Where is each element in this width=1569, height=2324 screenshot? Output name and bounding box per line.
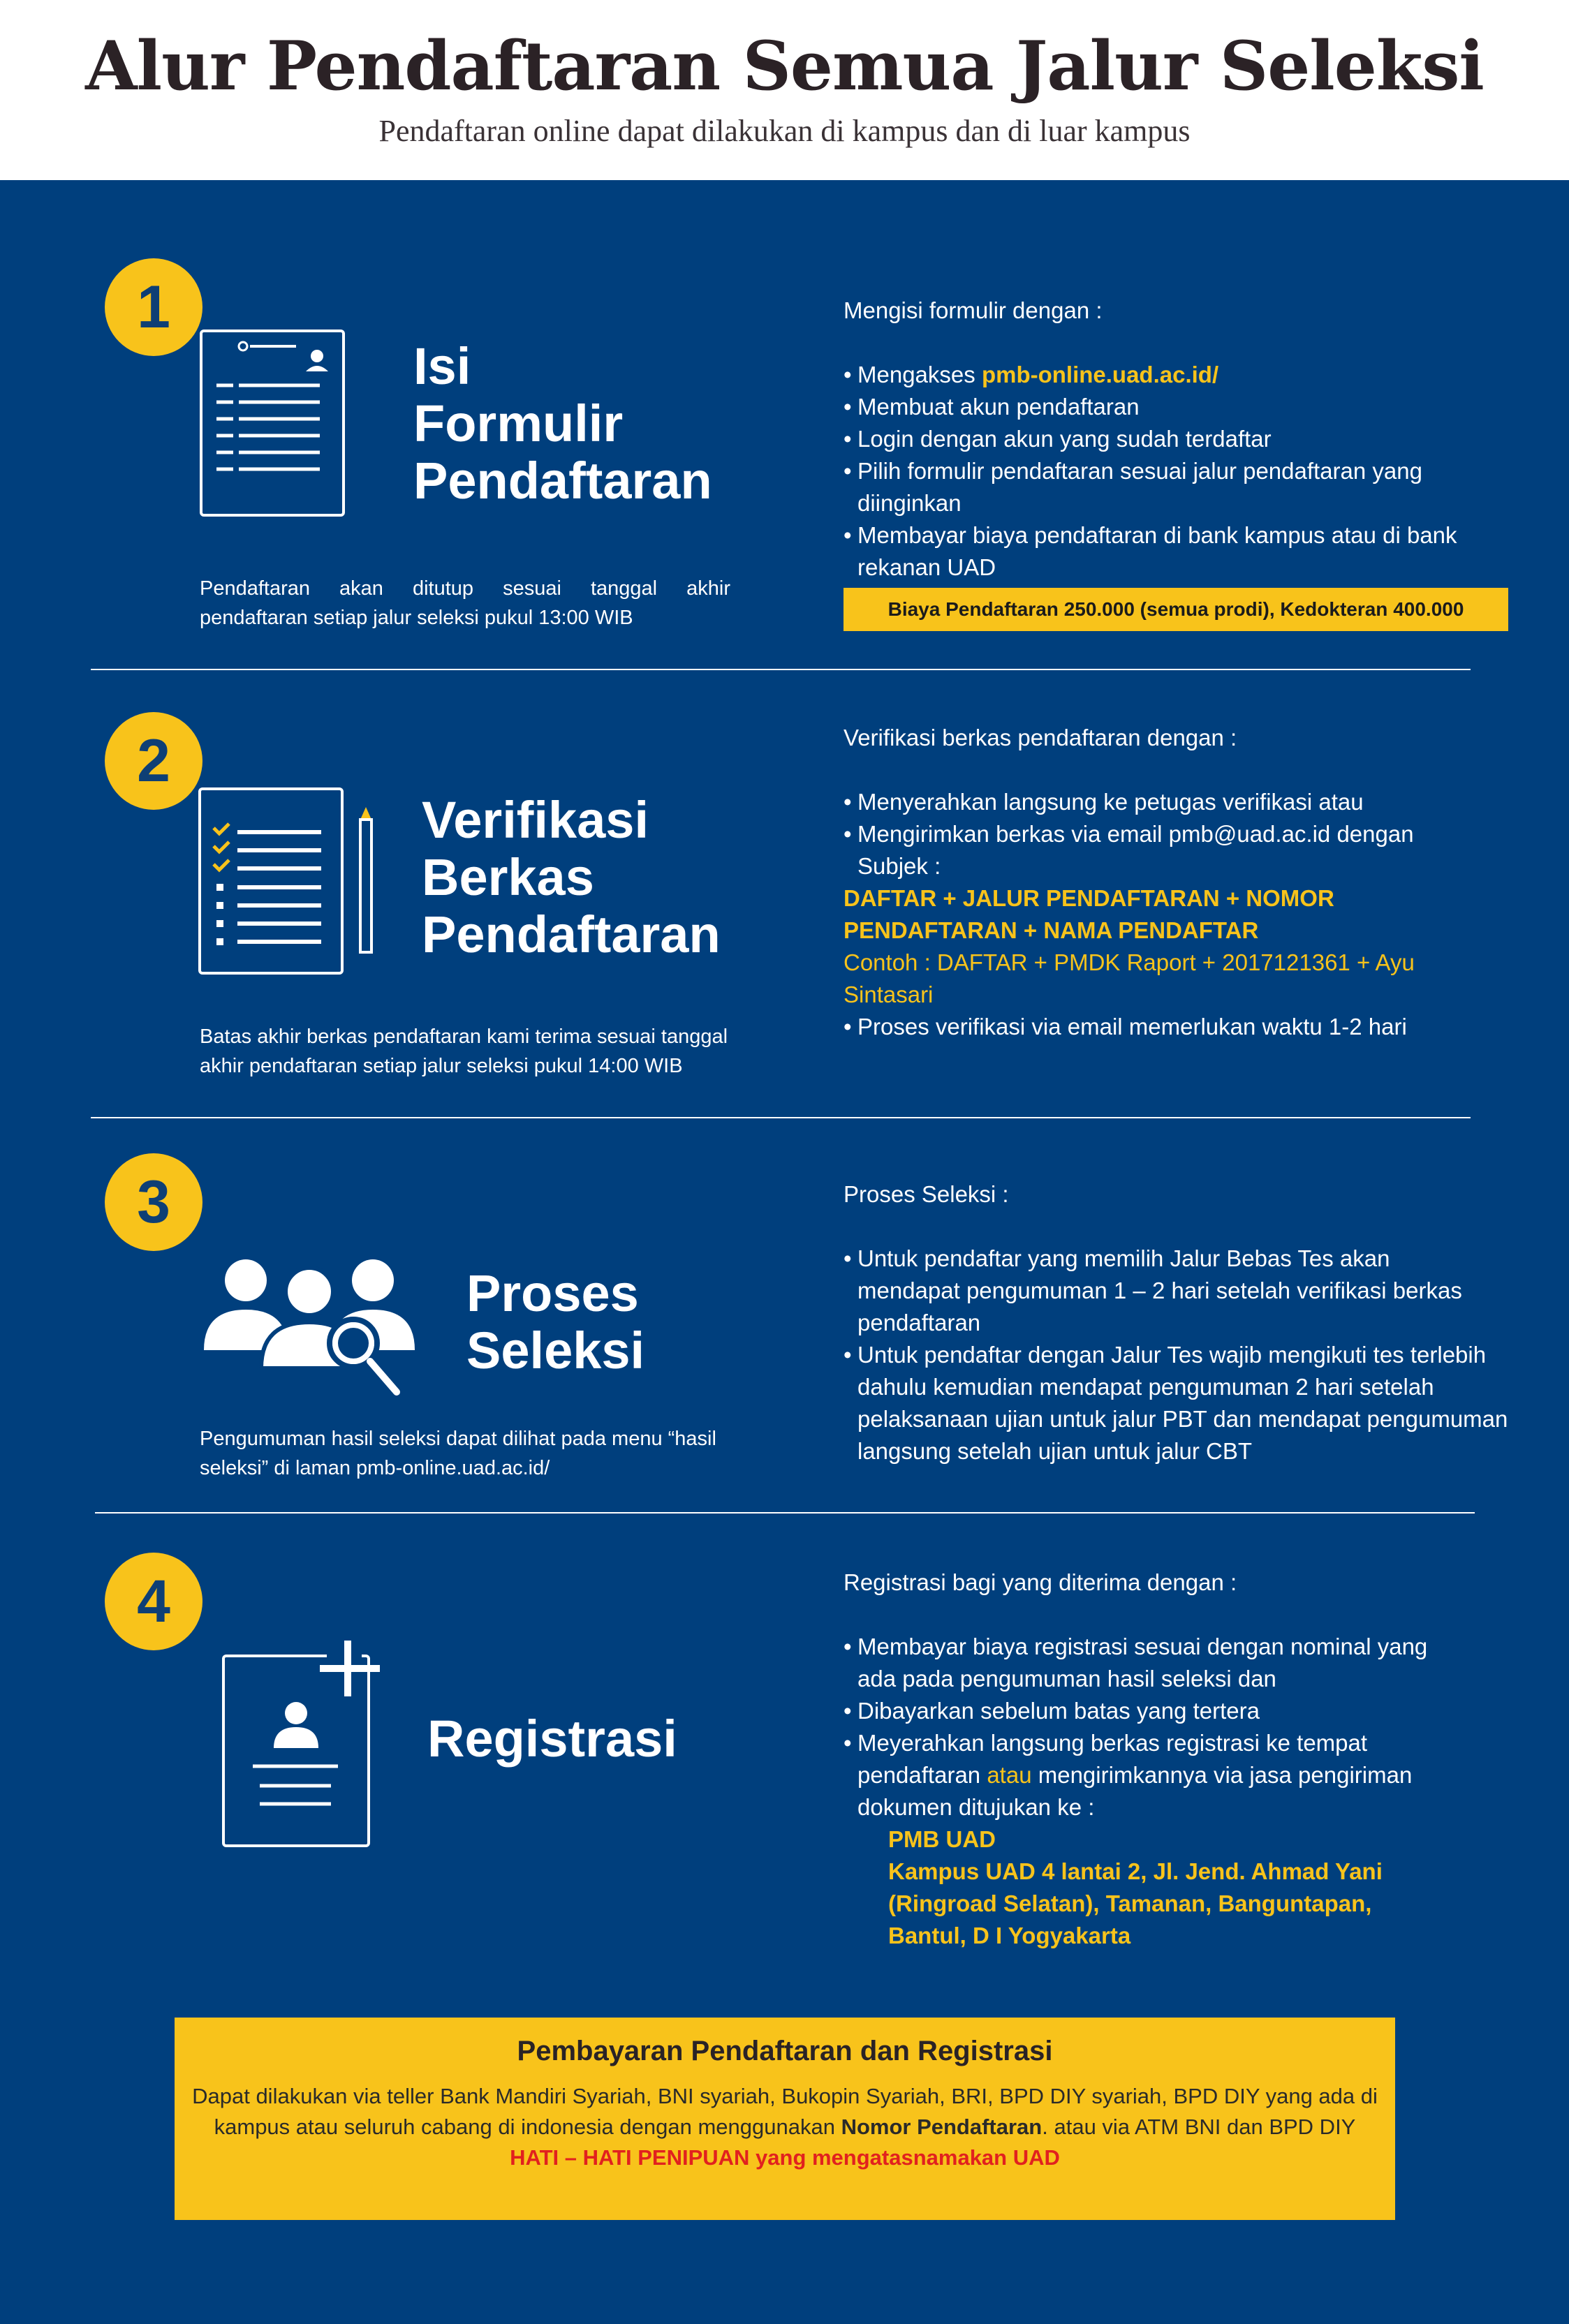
step-2-details <box>844 722 1514 1043</box>
step-2-title-line: Verifikasi <box>422 791 649 849</box>
step-4-lead: Registrasi bagi yang diterima dengan : <box>844 1569 1237 1595</box>
step-3-number: 3 <box>105 1153 202 1251</box>
divider <box>91 1117 1471 1118</box>
header <box>0 0 1569 180</box>
payment-box <box>175 2018 1395 2220</box>
email-subject-format: DAFTAR + JALUR PENDAFTARAN + NOMOR PENDAFTARAN + NAMA PENDAFTAR <box>844 885 1334 943</box>
page-subtitle: Pendaftaran online dapat dilakukan di kampus dan di luar kampus <box>378 114 1191 148</box>
step-4-details <box>844 1567 1514 1952</box>
email-subject-example: Contoh : DAFTAR + PMDK Raport + 2017121361 + Ayu Sintasari <box>844 949 1415 1007</box>
step-2-title-line: Pendaftaran <box>422 905 721 963</box>
step-3-title <box>466 1265 644 1379</box>
address-line: Kampus UAD 4 lantai 2, Jl. Jend. Ahmad Yani (Ringroad Selatan), Tamanan, Banguntapan, Bantul, D I Yogyakarta <box>888 1858 1383 1948</box>
list-item-text: Meyerahkan langsung berkas registrasi ke tempat pendaftaran <box>857 1730 1368 1788</box>
step-2-list <box>844 786 1514 882</box>
step-2-note <box>200 1022 800 1081</box>
step-2-number: 2 <box>105 712 202 810</box>
step-2-note-line: akhir pendaftaran setiap jalur seleksi pukul 14:00 WIB <box>200 1055 683 1077</box>
list-item: • Membuat akun pendaftaran <box>844 391 1514 423</box>
pmb-online-link[interactable]: pmb-online.uad.ac.id/ <box>981 362 1219 387</box>
list-item-text: mengirimkannya via jasa pengiriman dokumen ditujukan ke : <box>857 1762 1413 1820</box>
step-2-note-line: Batas akhir berkas pendaftaran kami terima sesuai tanggal <box>200 1026 728 1048</box>
step-3-note-line: Pengumuman hasil seleksi dapat dilihat pada menu “hasil <box>200 1428 716 1450</box>
fraud-warning: HATI – HATI PENIPUAN yang mengatasnamakan UAD <box>510 2145 1060 2170</box>
fee-badge: Biaya Pendaftaran 250.000 (semua prodi), Kedokteran 400.000 <box>844 588 1508 631</box>
list-item: • Membayar biaya pendaftaran di bank kampus atau di bank rekanan UAD <box>844 519 1514 584</box>
step-3-note-line: seleksi” di laman pmb-online.uad.ac.id/ <box>200 1457 550 1479</box>
payment-text <box>189 2081 1381 2142</box>
list-item: • Proses verifikasi via email memerlukan waktu 1-2 hari <box>844 1011 1514 1043</box>
step-1-lead: Mengisi formulir dengan : <box>844 297 1103 323</box>
step-1-title-line: Pendaftaran <box>413 452 712 510</box>
step-3-lead: Proses Seleksi : <box>844 1181 1009 1207</box>
step-1-details <box>844 295 1514 584</box>
step-4-number: 4 <box>105 1553 202 1650</box>
step-2-title-line: Berkas <box>422 848 594 906</box>
step-1-title-line: Isi <box>413 337 471 395</box>
list-item <box>844 1727 1444 1823</box>
payment-title: Pembayaran Pendaftaran dan Registrasi <box>517 2036 1053 2066</box>
step-3-title-line: Proses <box>466 1264 639 1322</box>
people-search-icon <box>201 1255 418 1402</box>
registration-icon <box>222 1641 384 1850</box>
form-icon <box>200 330 345 517</box>
list-item-or: atau <box>987 1762 1032 1788</box>
step-2-title <box>422 792 721 963</box>
step-3-note <box>200 1424 800 1483</box>
step-2-lead: Verifikasi berkas pendaftaran dengan : <box>844 725 1237 750</box>
list-item: • Login dengan akun yang sudah terdaftar <box>844 423 1514 455</box>
step-3-title-line: Seleksi <box>466 1322 645 1379</box>
step-1-number: 1 <box>105 258 202 356</box>
step-2-list-end <box>844 1011 1514 1043</box>
checklist-icon <box>198 787 374 975</box>
list-item: • Pilih formulir pendaftaran sesuai jalur pendaftaran yang diinginkan <box>844 455 1514 519</box>
step-1-note-line: Pendaftaran akan ditutup sesuai tanggal akhir <box>200 577 730 600</box>
step-4-list <box>844 1631 1514 1823</box>
list-item: • Dibayarkan sebelum batas yang tertera <box>844 1695 1514 1727</box>
step-3-details <box>844 1178 1514 1467</box>
list-item: • Menyerahkan langsung ke petugas verifikasi atau <box>844 786 1514 818</box>
payment-text-part: . atau via ATM BNI dan BPD DIY <box>1042 2115 1356 2139</box>
step-3-list <box>844 1243 1514 1467</box>
list-item: • Mengirimkan berkas via email pmb@uad.ac.id dengan Subjek : <box>844 818 1430 882</box>
address-line: PMB UAD <box>888 1826 996 1852</box>
step-1-title <box>413 338 712 510</box>
list-item: • Untuk pendaftar yang memilih Jalur Bebas Tes akan mendapat pengumuman 1 – 2 hari setelah verifikasi berkas pendaftaran <box>844 1243 1472 1339</box>
divider <box>91 669 1471 670</box>
payment-text-part: Dapat dilakukan via teller Bank Mandiri Syariah, BNI syariah, Bukopin Syariah, BRI, BPD DIY syariah, BPD DIY yang ada di kampus atau seluruh cabang di indonesia dengan menggunakan <box>192 2084 1378 2139</box>
mailing-address <box>844 1823 1433 1952</box>
step-1-note <box>200 574 730 632</box>
divider <box>95 1512 1475 1513</box>
page-title: Alur Pendaftaran Semua Jalur Seleksi <box>85 27 1484 105</box>
list-item <box>844 359 1514 391</box>
step-4-title: Registrasi <box>427 1710 677 1768</box>
step-1-title-line: Formulir <box>413 394 624 452</box>
list-item-text: Mengakses <box>857 362 982 387</box>
list-item: • Membayar biaya registrasi sesuai dengan nominal yang ada pada pengumuman hasil seleksi dan <box>844 1631 1444 1695</box>
step-1-list <box>844 359 1514 584</box>
step-1-note-line: pendaftaran setiap jalur seleksi pukul 13:00 WIB <box>200 607 633 629</box>
payment-text-bold: Nomor Pendaftaran <box>841 2115 1043 2139</box>
list-item: • Untuk pendaftar dengan Jalur Tes wajib mengikuti tes terlebih dahulu kemudian mendapat pengumuman 2 hari setelah pelaksanaan ujian untuk jalur PBT dan mendapat pengumuman langsung setelah ujian untuk jalur CBT <box>844 1339 1514 1467</box>
